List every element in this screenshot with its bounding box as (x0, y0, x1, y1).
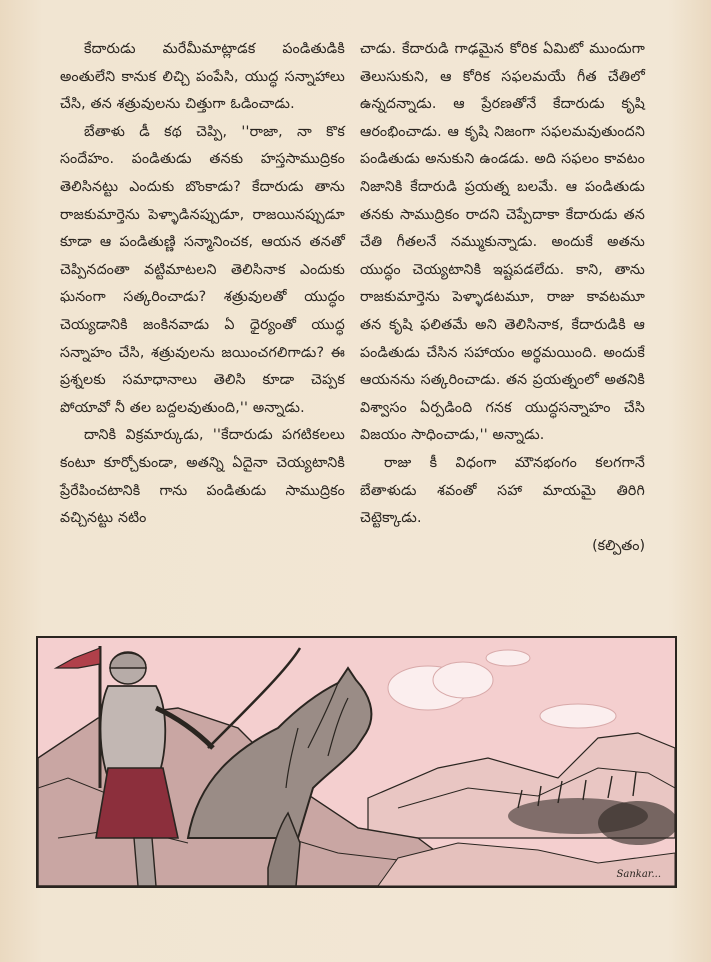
illustration-art (38, 638, 675, 886)
credit-label: (కల్పితం) (592, 537, 645, 554)
left-column (60, 36, 345, 533)
artist-signature: Sankar... (616, 869, 661, 880)
credit-row (360, 533, 645, 561)
paragraph-2: బేతాళు డీ కథ చెప్పి, ''రాజా, నా కొక సందేహం. పండితుడు తనకు హస్తసాముద్రికం తెలిసినట్టు ఎందుకు బొంకాడు? కేదారుడు తాను రాజకుమార్తెను పెళ్ళాడినప్పుడూ, రాజయినప్పుడూ కూడా ఆ పండితుణ్ణి సన్మానించక, ఆయన తనతో చెప్పినదంతా వట్టిమాటలని తెలిసినాక ఎందుకు ఘనంగా సత్కరించాడు? శత్రువులతో యుద్ధం చెయ్యడానికి జంకినవాడు ఏ ధైర్యంతో యుద్ధ సన్నాహం చేసి, శత్రువులను జయించగలిగాడు? ఈ ప్రశ్నలకు సమాధానాలు తెలిసి కూడా చెప్పక పోయావో నీ తల బద్దలవుతుంది,'' అన్నాడు. (60, 123, 345, 416)
paragraph-4: చాడు. కేదారుడి గాఢమైన కోరిక ఏమిటో ముందుగా తెలుసుకుని, ఆ కోరిక సఫలమయే గీత చేతిలో ఉన్నదన్నాడు. ఆ ప్రేరణతోనే కేదారుడు కృషి ఆరంభించాడు. ఆ కృషి నిజంగా సఫలమవుతుందని పండితుడు అనుకుని ఉండడు. అది సఫలం కావటం నిజానికి కేదారుడి ప్రయత్న బలమే. ఆ పండితుడు తనకు సాముద్రికం రాదని చెప్పేదాకా కేదారుడు తన చేతి గీతలనే నమ్ముకున్నాడు. అందుకే అతను యుద్ధం చెయ్యటానికి ఇష్టపడలేదు. కాని, తాను రాజకుమార్తెను పెళ్ళాడటమూ, రాజు కావటమూ తన కృషి ఫలితమే అని తెలిసినాక, కేదారుడికి ఆ పండితుడు చేసిన సహాయం అర్థమయింది. అందుకే ఆయనను సత్కరించాడు. తన ప్రయత్నంలో అతనికి విశ్వాసం ఏర్పడింది గనక యుద్ధసన్నాహం చేసి విజయం సాధించాడు,'' అన్నాడు. (360, 41, 645, 444)
paragraph-3: దానికి విక్రమార్కుడు, ''కేదారుడు పగటికలలు కంటూ కూర్చోకుండా, అతన్ని ఏదైనా చెయ్యటానికి ప్రేరేపించటానికి గాను పండితుడు సాముద్రికం వచ్చినట్టు నటిం (60, 427, 345, 527)
battle-illustration (36, 636, 677, 888)
paragraph-5: రాజు కీ విధంగా మౌనభంగం కలగగానే బేతాళుడు శవంతో సహా మాయమై తిరిగి చెట్టెక్కాడు. (360, 454, 645, 527)
right-column (360, 36, 645, 560)
paragraph-1: కేదారుడు మరేమీమాట్లాడక పండితుడికి అంతులేని కానుక లిచ్చి పంపేసి, యుద్ధ సన్నాహాలు చేసి, తన శత్రువులను చిత్తుగా ఓడించాడు. (60, 41, 345, 113)
